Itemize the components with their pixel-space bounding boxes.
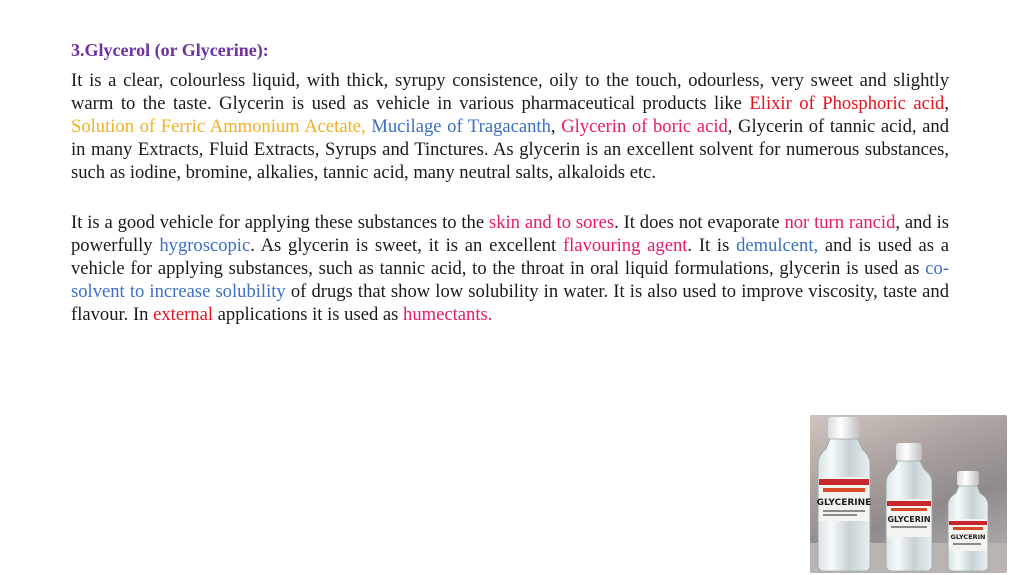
text-segment: It is a clear, colourless liquid, with thick, syrupy consistence, oily to the touch, odourless, very sweet and slightly warm to the taste. Glycerin is used as vehicle in various pharmaceutical products like [71,70,949,114]
highlight-mucilage: Mucilage of Tragacanth [371,116,551,137]
paragraph-uses [71,211,949,326]
text-segment: applications it is used as [213,304,404,325]
highlight-external: external [153,304,213,325]
bottle-label-small: GLYCERIN [950,533,986,541]
text-segment: of drugs that show low solubility in water. It is also used to improve viscosity, taste and flavour. In [71,281,950,325]
highlight-flavouring: flavouring agent [562,235,688,256]
text-segment: , [550,116,562,137]
highlight-skin-sores: skin and to sores [488,212,615,233]
highlight-boric-acid: Glycerin of boric acid [561,116,728,137]
text-segment: and is used as a vehicle for applying substances, such as tannic acid, to the throat in oral liquid formulations, glycerin is used as [71,235,949,279]
text-segment: . It is [687,235,737,256]
bottle-label-large: GLYCERINE [816,498,872,508]
highlight-humectants: humectants. [403,304,493,325]
bottle-small [948,471,988,571]
highlight-elixir: Elixir of Phosphoric acid [749,93,945,114]
bottle-label-medium: GLYCERIN [887,515,931,524]
text-segment: , and is powerfully [71,212,949,256]
text-segment: . It does not evaporate [614,212,785,233]
glycerine-bottles-photo [810,415,1007,573]
highlight-demulcent: demulcent, [736,235,819,256]
highlight-ferric-solution: Solution of Ferric Ammonium Acetate, [71,116,366,137]
text-segment: It is a good vehicle for applying these substances to the [71,212,489,233]
text-segment: , Glycerin of tannic acid, and in many Extracts, Fluid Extracts, Syrups and Tinctures. As glycerin is an excellent solvent for numerous substances, such as iodine, bromine, alkalies, tannic acid, many neutral salts, alkaloids etc. [71,116,949,183]
paragraph-description [71,69,949,184]
highlight-cosolvent: co-solvent to increase solubility [71,258,949,302]
text-segment: . As glycerin is sweet, it is an excellent [250,235,563,256]
slide-title: 3.Glycerol (or Glycerine): [71,40,269,60]
bottle-medium [886,443,932,571]
highlight-rancid: nor turn rancid [784,212,896,233]
bottle-large [817,417,872,571]
highlight-hygroscopic: hygroscopic [159,235,251,256]
text-segment: , [944,93,950,114]
